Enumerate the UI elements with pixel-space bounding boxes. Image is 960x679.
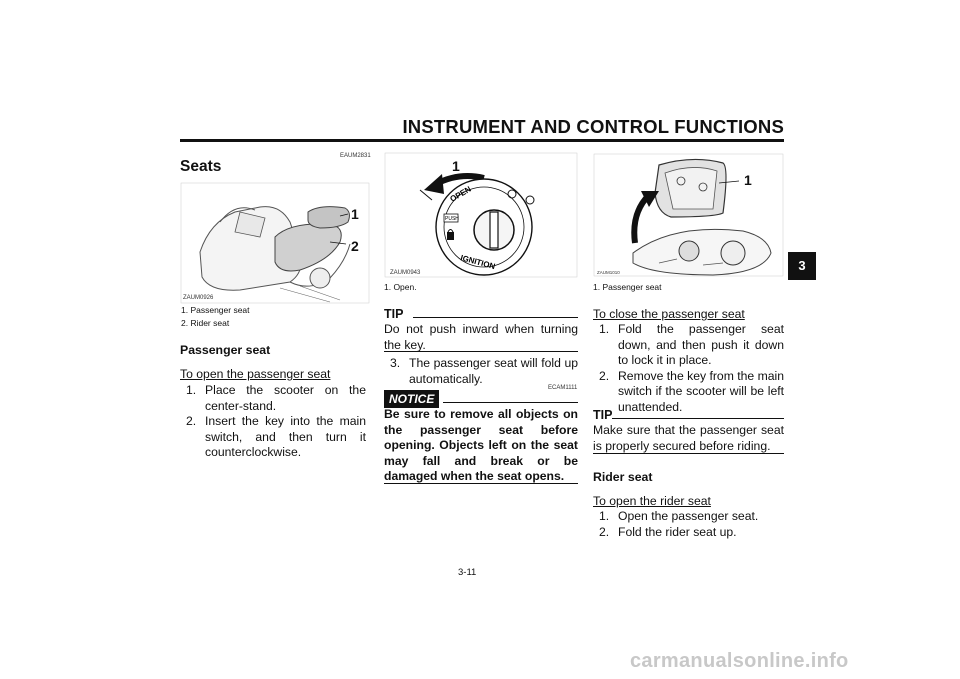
tip-text: Do not push inward when turning the key. [384, 322, 578, 352]
step-item: 1. Place the scooter on the center-stand. [186, 383, 366, 413]
step-list [186, 383, 366, 461]
figure-code: ZAUM0943 [390, 270, 421, 276]
step-item: 2. Remove the key from the main switch if the scooter will be left unattended. [599, 368, 784, 414]
page-number: 3-11 [458, 567, 477, 578]
figure-caption: 1. Open. [384, 282, 417, 292]
figure-callout-1: 1 [744, 172, 752, 188]
procedure-title: To open the passenger seat [180, 367, 331, 381]
svg-text:IGNITION: IGNITION [459, 253, 497, 272]
passenger-seat-open-figure [593, 153, 784, 277]
figure-code: ZAUM1010 [597, 270, 620, 275]
figure-caption-2: 2. Rider seat [181, 318, 230, 328]
figure-caption-1: 1. Passenger seat [181, 305, 250, 315]
figure-caption: 1. Passenger seat [593, 282, 662, 292]
notice-text: Be sure to remove all objects on the passenger seat before opening. Objects left on the seat may fall and break or be damaged when the seat opens. [384, 407, 578, 483]
section-title: Seats [180, 158, 222, 175]
figure-callout-1: 1 [351, 206, 359, 222]
step-item: 2. Insert the key into the main switch, and then turn it counterclockwise. [186, 414, 366, 459]
watermark-text: carmanualsonline.info [630, 650, 849, 672]
step-item: 2. Fold the rider seat up. [599, 524, 737, 539]
section-code: EAUM2831 [340, 153, 371, 159]
tip-rule-bottom [593, 453, 784, 454]
tip-label: TIP [384, 307, 404, 321]
subhead-rider-seat: Rider seat [593, 470, 653, 484]
notice-rule-bottom [384, 483, 578, 484]
main-switch-figure [384, 152, 578, 278]
figure-callout-2: 2 [351, 238, 359, 254]
procedure-title: To open the rider seat [593, 494, 711, 508]
svg-text:OPEN: OPEN [448, 184, 473, 204]
tip-rule-top [612, 418, 784, 419]
tip-rule-bottom [384, 351, 578, 352]
tip-label: TIP [593, 408, 613, 422]
step-item: 1. Open the passenger seat. [599, 509, 759, 523]
figure-callout-1: 1 [452, 158, 460, 174]
step-list [599, 322, 784, 415]
page-header-title: INSTRUMENT AND CONTROL FUNCTIONS [402, 116, 784, 137]
tip-text: Make sure that the passenger seat is properly secured before riding. [593, 423, 784, 453]
chapter-tab: 3 [788, 252, 816, 280]
notice-code: ECAM1111 [548, 385, 578, 391]
tip-rule-top [413, 317, 578, 318]
step-item: 3. The passenger seat will fold up automatically. [390, 356, 578, 386]
notice-badge: NOTICE [384, 390, 439, 408]
procedure-title: To close the passenger seat [593, 307, 745, 321]
svg-text:PUSH: PUSH [445, 216, 459, 222]
step-list [390, 356, 578, 387]
subhead-passenger-seat: Passenger seat [180, 343, 271, 357]
figure-code: ZAUM0926 [183, 295, 214, 301]
header-rule [180, 139, 784, 142]
notice-rule-top [443, 402, 578, 403]
step-list [599, 509, 784, 540]
scooter-seats-figure [180, 182, 370, 304]
step-item: 1. Fold the passenger seat down, and then push it down to lock it in place. [599, 322, 784, 367]
